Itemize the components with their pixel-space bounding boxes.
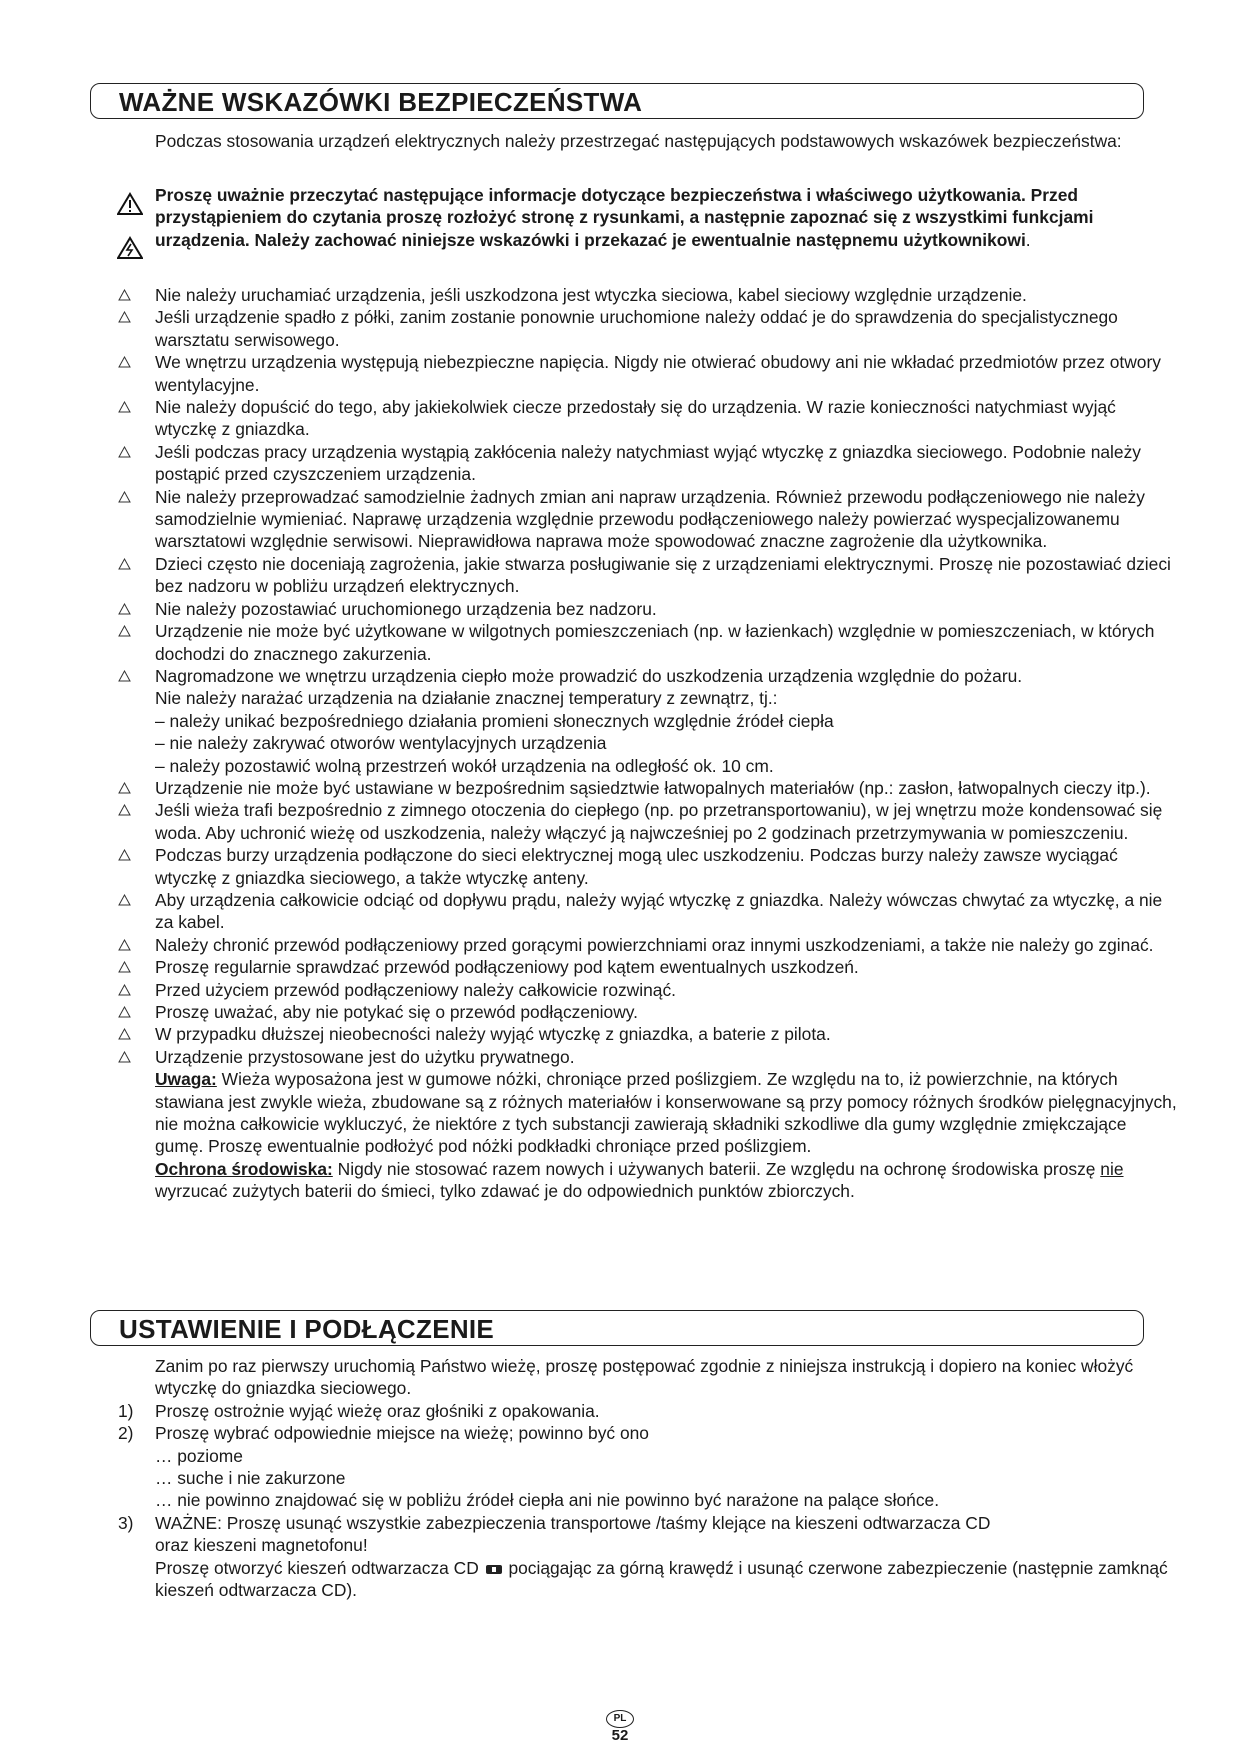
triangle-bullet-icon bbox=[118, 558, 131, 570]
setup-step: 1) Proszę ostrożnie wyjąć wieżę oraz głośniki z opakowania. bbox=[118, 1400, 600, 1421]
setup-instructions: Zanim po raz pierwszy uruchomią Państwo wieżę, proszę postępować zgodnie z niniejsza instrukcją i dopiero na koniec włożyć wtyczkę do gniazdka sieciowego. 1) Proszę ostrożnie wyjąć wieżę oraz głośniki z opakowania. 2) Proszę wybrać odpowiednie miejsce na wieżę; powinno być ono … poziome … suche i nie zakurzone … nie powinno znajdować się w pobliżu źródeł ciepła ani nie powinno być narażone na palące słońce. 3) WAŻNE: Proszę usunąć wszystkie zabezpieczenia transportowe /taśmy klejące na kieszeni odtwarzacza CD oraz kieszeni magnetofonu! Proszę otworzyć kieszeń odtwarzacza CD pociągając za górną krawędź i usunąć czerwone zabezpieczenie (następnie zamknąć kieszeń odtwarzacza CD). bbox=[118, 1355, 1178, 1601]
triangle-bullet-icon bbox=[118, 939, 131, 951]
cd-compartment-icon bbox=[486, 1565, 502, 1574]
triangle-bullet-icon bbox=[118, 289, 131, 301]
setup-step: 3) WAŻNE: Proszę usunąć wszystkie zabezpieczenia transportowe /taśmy klejące na kieszeni odtwarzacza CD bbox=[118, 1512, 991, 1533]
page-number: 52 bbox=[611, 1727, 629, 1744]
setup-sub-item: … suche i nie zakurzone bbox=[155, 1468, 346, 1489]
safety-rule: Przed użyciem przewód podłączeniowy należy całkowicie rozwinąć. bbox=[118, 979, 1178, 1001]
electric-warning-icon bbox=[117, 236, 143, 260]
triangle-bullet-icon bbox=[118, 603, 131, 615]
safety-rule: We wnętrzu urządzenia występują niebezpieczne napięcia. Nigdy nie otwierać obudowy ani nie wkładać przedmiotów przez otwory wentylacyjne. bbox=[118, 351, 1178, 396]
triangle-bullet-icon bbox=[118, 984, 131, 996]
triangle-bullet-icon bbox=[118, 311, 131, 323]
warning-text: Proszę uważnie przeczytać następujące informacje dotyczące bezpieczeństwa i właściwego użytkowania. Przed przystąpieniem do czytania proszę rozłożyć stronę z rysunkami, a następnie zapoznać się z wszystkimi funkcjami urządzenia. Należy zachować niniejsze wskazówki i przekazać je ewentualnie następnemu użytkownikowi bbox=[155, 185, 1094, 250]
heat-line: – należy pozostawić wolną przestrzeń wokół urządzenia na odległość ok. 10 cm. bbox=[155, 755, 774, 776]
note-paragraph: Uwaga: Wieża wyposażona jest w gumowe nóżki, chroniące przed poślizgiem. Ze względu na to, iż powierzchnie, na których stawiana jest zwykle wieża, zbudowane są z różnych materiałów i konserwowane są przy pomocy różnych środków pielęgnacyjnych, nie można całkowicie wykluczyć, że niektóre z tych substancji zawierają składniki szkodliwe dla gumy względnie zmiękczające gumę. Proszę ewentualnie podłożyć pod nóżki podkładki chroniące przed poślizgiem. bbox=[155, 1069, 1177, 1157]
safety-rule: Należy chronić przewód podłączeniowy przed gorącymi powierzchniami oraz innymi uszkodzeniami, a także nie należy go zginać. bbox=[118, 934, 1178, 956]
safety-rule: Nie należy przeprowadzać samodzielnie żadnych zmian ani napraw urządzenia. Również przewodu podłączeniowego nie należy samodzielnie wymieniać. Naprawę urządzenia względnie przewodu podłączeniowego należy powierzać wyspecjalizowanemu warsztatowi względnie serwisowi. Nieprawidłowa naprawa może spowodować znaczne zagrożenie dla użytkownika. bbox=[118, 486, 1178, 553]
safety-rule: Urządzenie przystosowane jest do użytku prywatnego. bbox=[118, 1046, 1178, 1068]
safety-rule: Nagromadzone we wnętrzu urządzenia ciepło może prowadzić do uszkodzenia urządzenia względnie do pożaru. bbox=[118, 665, 1178, 687]
triangle-bullet-icon bbox=[118, 625, 131, 637]
triangle-bullet-icon bbox=[118, 356, 131, 368]
triangle-bullet-icon bbox=[118, 849, 131, 861]
triangle-bullet-icon bbox=[118, 446, 131, 458]
triangle-bullet-icon bbox=[118, 782, 131, 794]
section-header-setup bbox=[90, 1310, 1144, 1346]
triangle-bullet-icon bbox=[118, 401, 131, 413]
safety-warning: Proszę uważnie przeczytać następujące informacje dotyczące bezpieczeństwa i właściwego użytkowania. Przed przystąpieniem do czytania proszę rozłożyć stronę z rysunkami, a następnie zapoznać się z wszystkimi funkcjami urządzenia. Należy zachować niniejsze wskazówki i przekazać je ewentualnie następnemu użytkownikowi. bbox=[155, 184, 1175, 251]
section-header-safety bbox=[90, 83, 1144, 119]
safety-rule: Jeśli podczas pracy urządzenia wystąpią zakłócenia należy natychmiast wyjąć wtyczkę z gniazdka sieciowego. Podobnie należy postąpić przed czyszczeniem urządzenia. bbox=[118, 441, 1178, 486]
triangle-bullet-icon bbox=[118, 670, 131, 682]
safety-rule: Dzieci często nie doceniają zagrożenia, jakie stwarza posługiwanie się z urządzeniami elektrycznymi. Proszę nie pozostawiać dzieci bez nadzoru w pobliżu urządzeń elektrycznych. bbox=[118, 553, 1178, 598]
environment-paragraph: Ochrona środowiska: Nigdy nie stosować razem nowych i używanych baterii. Ze względu na ochronę środowiska proszę nie wyrzucać zużytych baterii do śmieci, tylko zdawać je do odpowiednich punktów zbiorczych. bbox=[155, 1158, 1124, 1202]
language-badge: PL bbox=[0, 1708, 1240, 1728]
triangle-bullet-icon bbox=[118, 1028, 131, 1040]
triangle-bullet-icon bbox=[118, 491, 131, 503]
heat-line: – należy unikać bezpośredniego działania promieni słonecznych względnie źródeł ciepła bbox=[155, 710, 834, 731]
safety-rule: Podczas burzy urządzenia podłączone do sieci elektrycznej mogą ulec uszkodzeniu. Podczas burzy należy zawsze wyciągać wtyczkę z gniazdka sieciowego, a także wtyczkę anteny. bbox=[118, 844, 1178, 889]
triangle-bullet-icon bbox=[118, 894, 131, 906]
triangle-bullet-icon bbox=[118, 804, 131, 816]
setup-sub-item: … poziome bbox=[155, 1445, 243, 1466]
safety-rule: Jeśli wieża trafi bezpośrednio z zimnego otoczenia do ciepłego (np. po przetransportowaniu), w jej wnętrzu może kondensować się woda. Aby uchronić wieżę od uszkodzenia, należy włączyć ją najwcześniej po 2 godzinach przetrzymywania w pomieszczeniu. bbox=[118, 799, 1178, 844]
setup-sub-item: … nie powinno znajdować się w pobliżu źródeł ciepła ani nie powinno być narażone na palące słońce. bbox=[155, 1490, 940, 1511]
setup-intro: Zanim po raz pierwszy uruchomią Państwo wieżę, proszę postępować zgodnie z niniejsza instrukcją i dopiero na koniec włożyć wtyczkę do gniazdka sieciowego. bbox=[155, 1356, 1134, 1399]
setup-step: 2) Proszę wybrać odpowiednie miejsce na wieżę; powinno być ono bbox=[118, 1423, 649, 1444]
heat-line: Nie należy narażać urządzenia na działanie znacznej temperatury z zewnątrz, tj.: bbox=[155, 688, 778, 709]
safety-rule: Proszę regularnie sprawdzać przewód podłączeniowy pod kątem ewentualnych uszkodzeń. bbox=[118, 956, 1178, 978]
safety-rule: Nie należy uruchamiać urządzenia, jeśli uszkodzona jest wtyczka sieciowa, kabel sieciowy względnie urządzenie. bbox=[118, 284, 1178, 306]
warning-icon bbox=[117, 192, 143, 216]
safety-rule: Nie należy dopuścić do tego, aby jakiekolwiek ciecze przedostały się do urządzenia. W razie konieczności natychmiast wyjąć wtyczkę z gniazdka. bbox=[118, 396, 1178, 441]
safety-rule: Nie należy pozostawiać uruchomionego urządzenia bez nadzoru. bbox=[118, 598, 1178, 620]
section-title: USTAWIENIE I PODŁĄCZENIE bbox=[119, 1314, 495, 1344]
triangle-bullet-icon bbox=[118, 961, 131, 973]
safety-rules-list bbox=[118, 284, 1178, 1203]
safety-rule: Urządzenie nie może być użytkowane w wilgotnych pomieszczeniach (np. w łazienkach) względnie w pomieszczeniach, w których dochodzi do znacznego zakurzenia. bbox=[118, 620, 1178, 665]
triangle-bullet-icon bbox=[118, 1051, 131, 1063]
heat-line: – nie należy zakrywać otworów wentylacyjnych urządzenia bbox=[155, 733, 607, 754]
safety-rule: Urządzenie nie może być ustawiane w bezpośrednim sąsiedztwie łatwopalnych materiałów (np.: zasłon, łatwopalnych cieczy itp.). bbox=[118, 777, 1178, 799]
safety-rule: Jeśli urządzenie spadło z półki, zanim zostanie ponownie uruchomione należy oddać je do sprawdzenia do specjalistycznego warsztatu serwisowego. bbox=[118, 306, 1178, 351]
safety-rule: Aby urządzenia całkowicie odciąć od dopływu prądu, należy wyjąć wtyczkę z gniazdka. Należy wówczas chwytać za wtyczkę, a nie za kabel. bbox=[118, 889, 1178, 934]
triangle-bullet-icon bbox=[118, 1006, 131, 1018]
safety-intro: Podczas stosowania urządzeń elektrycznych należy przestrzegać następujących podstawowych wskazówek bezpieczeństwa: bbox=[155, 131, 1122, 151]
safety-rule: Proszę uważać, aby nie potykać się o przewód podłączeniowy. bbox=[118, 1001, 1178, 1023]
safety-rule: W przypadku dłuższej nieobecności należy wyjąć wtyczkę z gniazdka, a baterie z pilota. bbox=[118, 1023, 1178, 1045]
section-title: WAŻNE WSKAZÓWKI BEZPIECZEŃSTWA bbox=[119, 87, 643, 117]
